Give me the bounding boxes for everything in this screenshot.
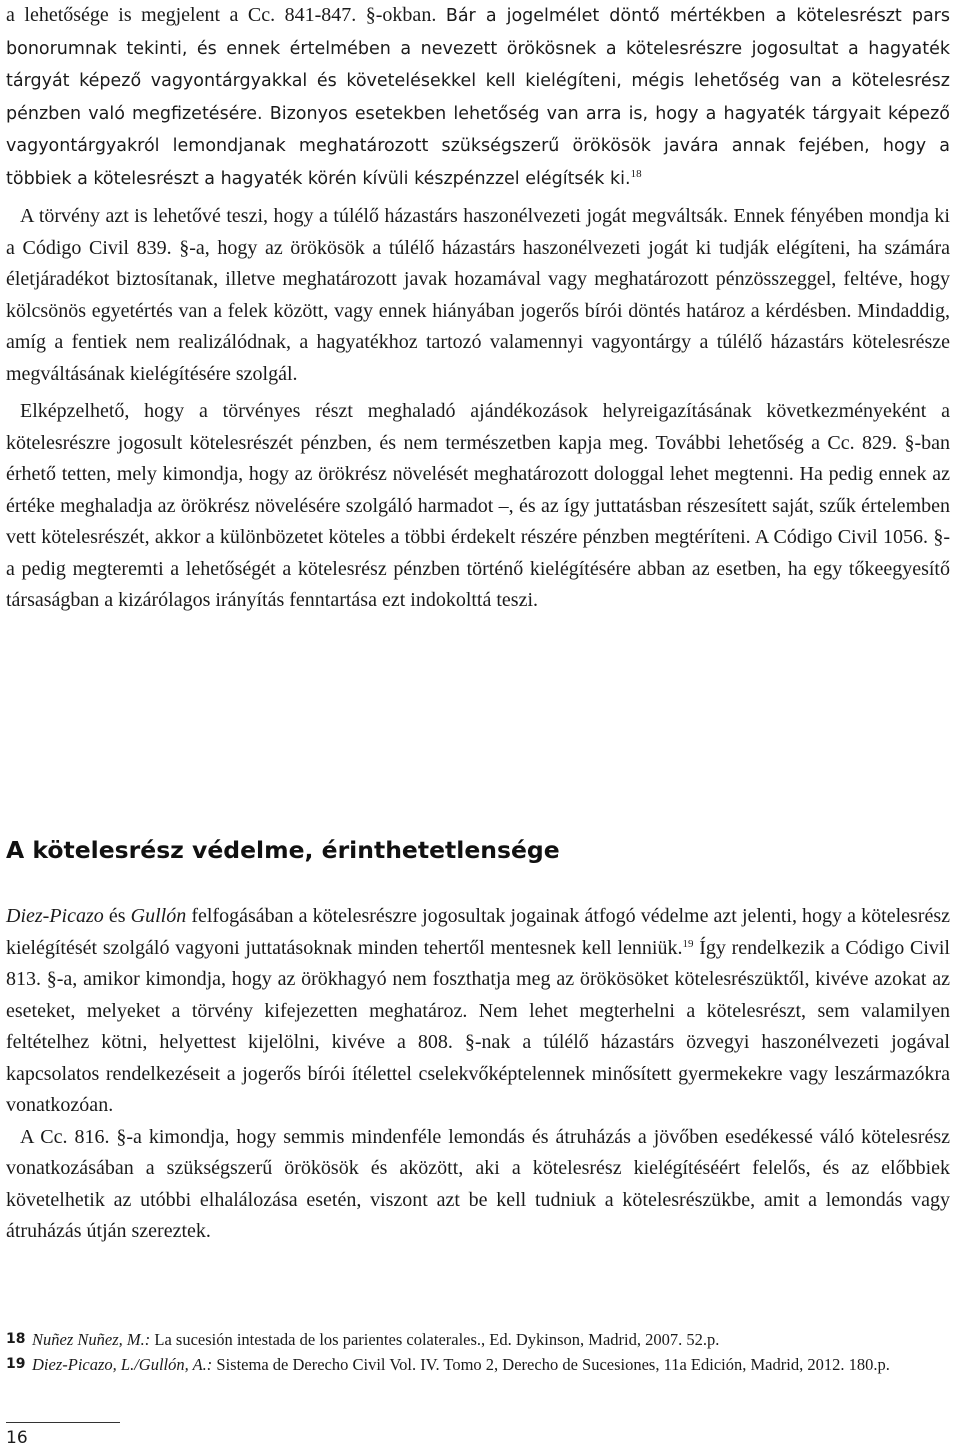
footnote-ref-19[interactable]: 19 (682, 937, 694, 950)
footnote-18 (6, 1327, 948, 1352)
lower-body-text (6, 901, 950, 1248)
footnotes (6, 1327, 948, 1377)
footnote-author: Diez-Picazo, L./Gullón, A.: (32, 1355, 213, 1374)
footnote-number: 19 (6, 1356, 26, 1372)
author-diez-picazo: Diez-Picazo (6, 905, 104, 927)
footnote-author: Nuñez Nuñez, M.: (32, 1330, 151, 1349)
paragraph-4-start: felfogásában a kötelesrészre jogosultak jogainak átfogó védelme azt jelenti, hogy a kötelesrész kielégítését szolgáló vagyoni juttatásoknak minden tehertől mentesnek kell lenniük. (6, 905, 950, 959)
paragraph-4-rest: Így rendelkezik a Código Civil 813. §-a, amikor kimondja, hogy az örökhagyó nem foszthatja meg az örökösöket kötelesrészüktől, kivéve azokat az eseteket, melyeket a törvény kifejezetten meghatároz. Nem lehet megterhelni a kötelesrészt, sem valamilyen feltételhez kötni, helyettest kijelölni, kivéve a 808. §-nak a túlélő házastárs özvegyi haszonélvezeti jogával kapcsolatos rendelkezéseit a jogerős bírói ítélettel cselekvőképtelennek minősített gyermekekre vagy leszármazókra vonatkozóan. (6, 936, 950, 1116)
author-gullon: Gullón (130, 905, 187, 927)
page-number: 16 (6, 1428, 28, 1448)
page-number-rule (6, 1422, 120, 1423)
footnote-text: Sistema de Derecho Civil Vol. IV. Tomo 2, Derecho de Sucesiones, 11a Edición, Madrid, 2012. 180.p. (212, 1355, 890, 1374)
upper-body-text (6, 0, 950, 617)
conjunction: és (103, 905, 131, 927)
paragraph-5: A Cc. 816. §-a kimondja, hogy semmis mindenféle lemondás és átruházás a jövőben esedékessé váló kötelesrész vonatkozásában a szükségszerű örökösök és aközött, aki a kötelesrész kielégítéséért felelős, és az előbbiek követelhetik az utóbbi elhalálozása esetén, viszont azt be kell tudniuk a kötelesrészükbe, amit a lemondás vagy átruházás útján szereztek. (6, 1125, 950, 1242)
footnote-body (32, 1327, 948, 1352)
paragraph-1-start: a lehetősége is megjelent a Cc. 841-847. §-okban. (6, 4, 446, 26)
footnote-number: 18 (6, 1331, 26, 1347)
footnote-body (32, 1352, 948, 1377)
footnote-text: La sucesión intestada de los parientes colaterales., Ed. Dykinson, Madrid, 2007. 52.p. (150, 1330, 720, 1349)
section-heading: A kötelesrész védelme, érinthetetlensége (6, 836, 560, 864)
paragraph-4 (6, 901, 950, 1122)
paragraph-3: Elképzelhető, hogy a törvényes részt meghaladó ajándékozások helyreigazításának következményeként a kötelesrészre jogosult kötelesrészét pénzben, és nem természetben kapja meg. További lehetőség a Cc. 829. §-ban érhető tetten, mely kimondja, hogy az örökrész növelését meghatározott dologgal lehet megtenni. Ha pedig ennek az értéke meghaladja az örökrész növelésére szolgáló harmadot –, és az így juttatásban részesített saját, szűk értelemben vett kötelesrészét, akkor a különbözetet köteles a többi érdekelt részére pénzben megtéríteni. A Código Civil 1056. §-a pedig megteremti a lehetőségét a kötelesrész pénzben történő kielégítésére abban az esetben, ha egy tőkeegyesítő társaságban a kizárólagos irányítás fenntartása ezt indokolttá teszi. (6, 400, 950, 611)
paragraph-1-sans: Bár a jogelmélet döntő mértékben a kötelesrészt pars bonorumnak tekinti, és ennek értelmében a nevezett örökösnek a kötelesrészre jogosultat a hagyaték tárgyát képező vagyontárgyakkal és követelésekkel kell kielégíteni, mégis lehetőség van a kötelesrész pénzben való megfizetésére. Bizonyos esetekben lehetőség van arra is, hogy a hagyaték tárgyait képező vagyontárgyakról lemondjanak meghatározott szükségszerű örökösök javára annak fejében, hogy a többiek a kötelesrészt a hagyaték körén kívüli készpénzzel elégítsék ki. (6, 6, 950, 189)
footnote-19 (6, 1352, 948, 1377)
footnote-ref-18[interactable]: 18 (630, 167, 642, 180)
paragraph-2: A törvény azt is lehetővé teszi, hogy a túlélő házastárs haszonélvezeti jogát megváltsák. Ennek fényében mondja ki a Código Civil 839. §-a, hogy az örökösök a túlélő házastárs haszonélvezeti jogát ki tudják elégíteni, ha számára életjáradékot biztosítanak, illetve meghatározott javak hozamával vagy meghatározott pénzösszeggel, feltéve, hogy kölcsönös egyetértés van a felek között, vagy ennek hiányában jogerős bírói döntés határoz a kérdésben. Mindaddig, amíg a fentiek nem realizálódnak, a hagyatékhoz tartozó valamennyi vagyontárgy a túlélő házastárs kötelesrésze megváltásának kielégítésére szolgál. (6, 205, 950, 385)
paragraph-1 (6, 0, 950, 195)
